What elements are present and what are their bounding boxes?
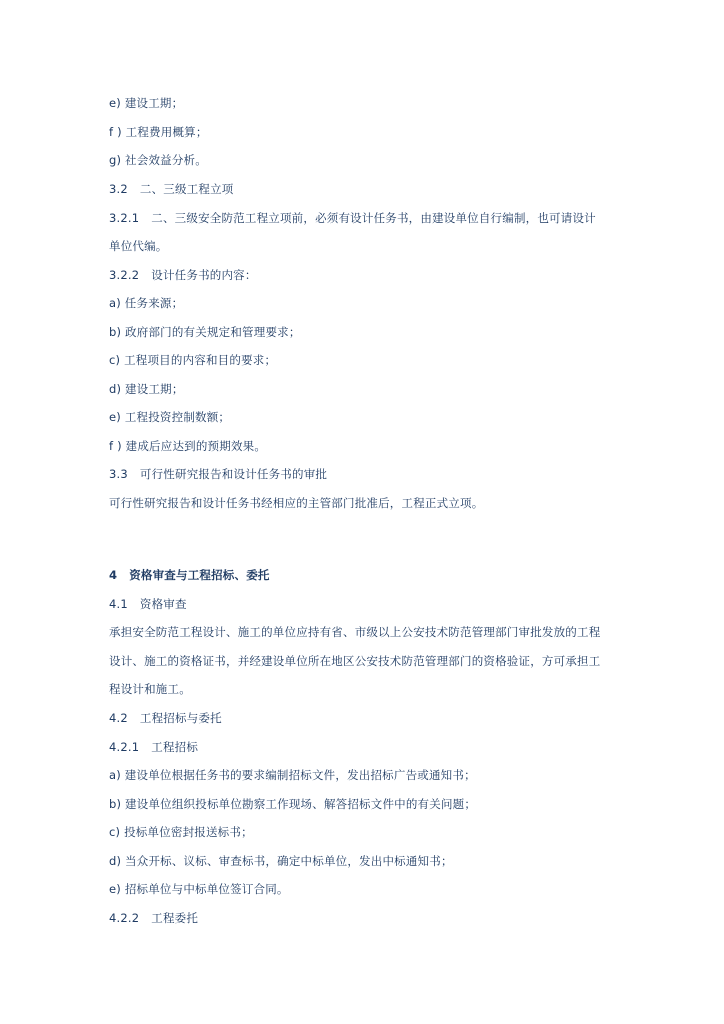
list-item-g-social-benefit: g) 社会效益分析。 [109, 153, 207, 167]
section-number: 4.2.2 [109, 911, 140, 925]
chapter-heading-4 [109, 567, 629, 583]
section-heading-3-3 [109, 466, 629, 482]
chapter-title: 资格审查与工程招标、委托 [129, 568, 270, 582]
section-title: 工程招标 [151, 740, 199, 754]
section-4-1-paragraph-line-1: 承担安全防范工程设计、施工的单位应持有省、市级以上公安技术防范管理部门审批发放的工程 [109, 625, 601, 639]
list-item-c-sealed-bids: c) 投标单位密封报送标书； [109, 825, 253, 839]
section-title: 资格审查 [139, 597, 187, 611]
list-item-a: a) 任务来源； [109, 296, 184, 310]
section-title: 工程委托 [151, 911, 199, 925]
section-number: 3.3 [109, 467, 128, 481]
section-number: 3.2.1 [109, 211, 140, 225]
section-3-2-1-paragraph [109, 210, 629, 226]
section-4-1-paragraph-line-2: 设计、施工的资格证书，并经建设单位所在地区公安技术防范管理部门的资格验证，方可承担工 [109, 654, 601, 668]
list-item-d: d) 建设工期； [109, 382, 184, 396]
paragraph-continuation: 单位代编。 [109, 239, 168, 253]
section-3-3-paragraph: 可行性研究报告和设计任务书经相应的主管部门批准后，工程正式立项。 [109, 496, 484, 510]
section-number: 4.2 [109, 711, 128, 725]
section-heading-4-2-1 [109, 739, 629, 755]
section-number: 3.2 [109, 182, 128, 196]
section-heading-3-2-2 [109, 267, 629, 283]
chapter-number: 4 [109, 568, 118, 582]
list-item-f-cost-estimate: f ) 工程费用概算； [109, 125, 208, 139]
section-number: 4.2.1 [109, 740, 140, 754]
section-heading-4-2-2 [109, 910, 629, 926]
list-item-e: e) 工程投资控制数额； [109, 410, 231, 424]
section-heading-4-1 [109, 596, 629, 612]
list-item-e-construction-period: e) 建设工期； [109, 96, 184, 110]
list-item-d-bid-opening: d) 当众开标、议标、审查标书，确定中标单位，发出中标通知书； [109, 854, 453, 868]
list-item-a-bid-documents: a) 建设单位根据任务书的要求编制招标文件，发出招标广告或通知书； [109, 768, 476, 782]
section-title: 设计任务书的内容： [151, 268, 257, 282]
section-title: 可行性研究报告和设计任务书的审批 [139, 467, 328, 481]
list-item-b: b) 政府部门的有关规定和管理要求； [109, 325, 301, 339]
list-item-b-site-survey: b) 建设单位组织投标单位勘察工作现场、解答招标文件中的有关问题； [109, 797, 477, 811]
list-item-f: f ) 建成后应达到的预期效果。 [109, 439, 267, 453]
section-number: 3.2.2 [109, 268, 140, 282]
list-item-e-contract-signing: e) 招标单位与中标单位签订合同。 [109, 882, 289, 896]
section-heading-4-2 [109, 710, 629, 726]
section-title: 二、三级工程立项 [139, 182, 234, 196]
list-item-c: c) 工程项目的内容和目的要求； [109, 353, 277, 367]
section-heading-3-2 [109, 181, 629, 197]
section-title: 工程招标与委托 [139, 711, 222, 725]
paragraph-text: 二、三级安全防范工程立项前，必须有设计任务书，由建设单位自行编制，也可请设计 [151, 211, 596, 225]
section-number: 4.1 [109, 597, 128, 611]
section-4-1-paragraph-line-3: 程设计和施工。 [109, 682, 191, 696]
